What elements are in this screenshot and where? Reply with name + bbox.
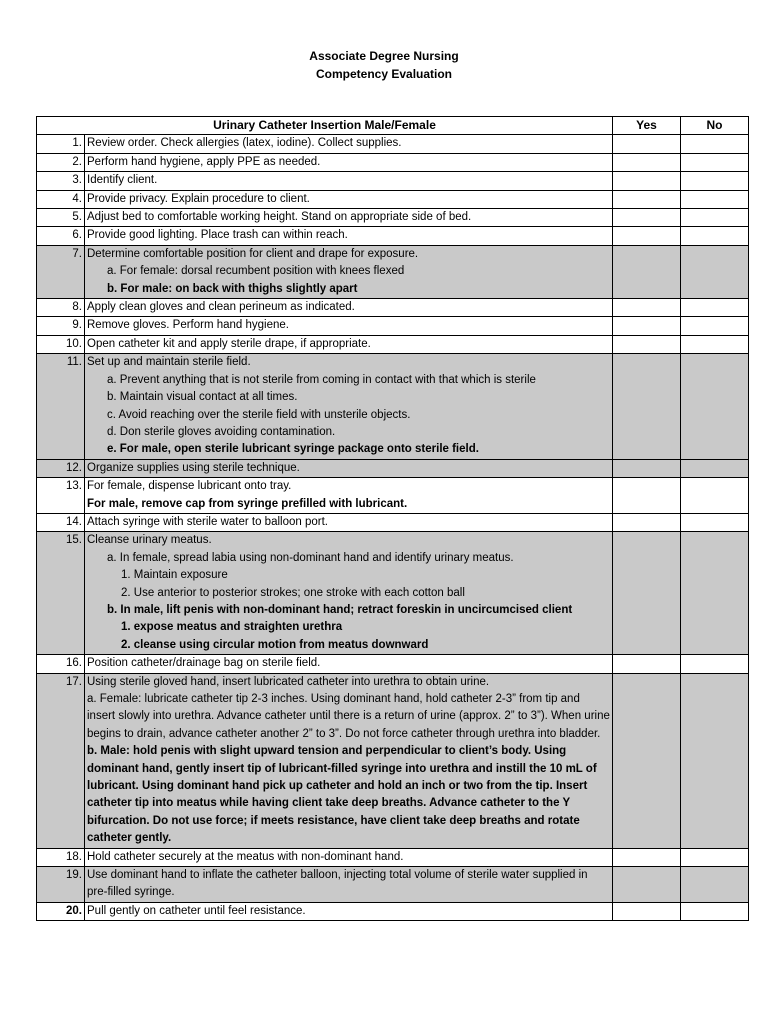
competency-table [36, 116, 749, 921]
table-row [37, 655, 749, 673]
table-row [37, 902, 749, 920]
step-number: 13. [37, 478, 85, 514]
no-checkbox-cell[interactable] [681, 655, 749, 673]
no-checkbox-cell[interactable] [681, 190, 749, 208]
yes-checkbox-cell[interactable] [613, 459, 681, 477]
yes-checkbox-cell[interactable] [613, 354, 681, 459]
yes-checkbox-cell[interactable] [613, 867, 681, 903]
substep-text: a. Prevent anything that is not sterile from coming in contact with that which is sterile [107, 373, 536, 386]
no-checkbox-cell[interactable] [681, 673, 749, 848]
step-number: 9. [37, 317, 85, 335]
yes-checkbox-cell[interactable] [613, 655, 681, 673]
step-text: Pull gently on catheter until feel resistance. [85, 902, 613, 920]
step-number: 20. [37, 902, 85, 920]
table-row [37, 317, 749, 335]
step-text-block [85, 673, 613, 848]
step-number: 5. [37, 209, 85, 227]
program-title: Associate Degree Nursing [309, 49, 459, 63]
substep-text: For male, remove cap from syringe prefilled with lubricant. [87, 497, 408, 510]
step-text: Adjust bed to comfortable working height. Stand on appropriate side of bed. [85, 209, 613, 227]
table-row [37, 459, 749, 477]
table-header-row [37, 117, 749, 135]
table-row [37, 335, 749, 353]
table-row [37, 227, 749, 245]
step-number: 7. [37, 245, 85, 298]
table-row [37, 190, 749, 208]
step-number: 3. [37, 172, 85, 190]
substep-text: b. Male: hold penis with slight upward tension and perpendicular to client’s body. Using dominant hand, gently insert tip of lubricant-filled syringe into urethra and instill the 10 mL of lubricant. Using dominant hand pick up catheter and hold an inch or two from the tip. Insert catheter tip into meatus while having client take deep breaths. Advance catheter to the Y bifurcation. Do not use force; if meets resistance, have client take deep breaths and rotate catheter gently. [87, 745, 597, 845]
no-checkbox-cell[interactable] [681, 172, 749, 190]
table-row [37, 673, 749, 848]
step-text-block [85, 478, 613, 514]
step-text: Attach syringe with sterile water to balloon port. [85, 513, 613, 531]
yes-checkbox-cell[interactable] [613, 848, 681, 866]
step-text: Open catheter kit and apply sterile drape, if appropriate. [85, 335, 613, 353]
step-number: 18. [37, 848, 85, 866]
step-number: 15. [37, 532, 85, 655]
yes-checkbox-cell[interactable] [613, 673, 681, 848]
evaluation-title: Competency Evaluation [315, 67, 453, 81]
step-number: 10. [37, 335, 85, 353]
yes-checkbox-cell[interactable] [613, 513, 681, 531]
no-checkbox-cell[interactable] [681, 135, 749, 153]
no-checkbox-cell[interactable] [681, 227, 749, 245]
no-column-header: No [681, 117, 749, 135]
step-text: Provide privacy. Explain procedure to client. [85, 190, 613, 208]
no-checkbox-cell[interactable] [681, 478, 749, 514]
step-text: Remove gloves. Perform hand hygiene. [85, 317, 613, 335]
table-row [37, 513, 749, 531]
step-text: For female, dispense lubricant onto tray. [87, 480, 292, 493]
no-checkbox-cell[interactable] [681, 153, 749, 171]
no-checkbox-cell[interactable] [681, 299, 749, 317]
yes-checkbox-cell[interactable] [613, 172, 681, 190]
table-row [37, 867, 749, 903]
step-number: 1. [37, 135, 85, 153]
step-number: 19. [37, 867, 85, 903]
step-number: 6. [37, 227, 85, 245]
no-checkbox-cell[interactable] [681, 902, 749, 920]
no-checkbox-cell[interactable] [681, 209, 749, 227]
step-number: 8. [37, 299, 85, 317]
table-row [37, 299, 749, 317]
step-text: Set up and maintain sterile field. [87, 356, 251, 369]
table-row [37, 245, 749, 298]
no-checkbox-cell[interactable] [681, 459, 749, 477]
task-column-header: Urinary Catheter Insertion Male/Female [37, 117, 613, 135]
substep-text: b. Maintain visual contact at all times. [107, 391, 298, 404]
no-checkbox-cell[interactable] [681, 513, 749, 531]
substep-text: b. For male: on back with thighs slightly apart [107, 282, 358, 295]
no-checkbox-cell[interactable] [681, 867, 749, 903]
step-number: 16. [37, 655, 85, 673]
substep-text: 2. Use anterior to posterior strokes; one stroke with each cotton ball [121, 586, 465, 599]
substep-text: 2. cleanse using circular motion from meatus downward [121, 638, 429, 651]
table-row [37, 135, 749, 153]
step-text: Perform hand hygiene, apply PPE as needed. [85, 153, 613, 171]
step-text-block [85, 354, 613, 459]
table-row [37, 172, 749, 190]
table-row [37, 532, 749, 655]
substep-text: a. In female, spread labia using non-dominant hand and identify urinary meatus. [107, 551, 514, 564]
step-text: Use dominant hand to inflate the catheter balloon, injecting total volume of sterile water supplied in pre-filled syringe. [85, 867, 613, 903]
step-text: Using sterile gloved hand, insert lubricated catheter into urethra to obtain urine. [87, 675, 490, 688]
step-number: 17. [37, 673, 85, 848]
yes-checkbox-cell[interactable] [613, 478, 681, 514]
step-number: 12. [37, 459, 85, 477]
table-row [37, 354, 749, 459]
no-checkbox-cell[interactable] [681, 848, 749, 866]
table-row [37, 209, 749, 227]
substep-text: 1. expose meatus and straighten urethra [121, 621, 343, 634]
yes-checkbox-cell[interactable] [613, 532, 681, 655]
no-checkbox-cell[interactable] [681, 354, 749, 459]
substep-text: e. For male, open sterile lubricant syringe package onto sterile field. [107, 443, 479, 456]
yes-checkbox-cell[interactable] [613, 335, 681, 353]
step-text: Provide good lighting. Place trash can within reach. [85, 227, 613, 245]
yes-checkbox-cell[interactable] [613, 245, 681, 298]
yes-checkbox-cell[interactable] [613, 902, 681, 920]
step-number: 4. [37, 190, 85, 208]
yes-checkbox-cell[interactable] [613, 317, 681, 335]
substep-text: a. Female: lubricate catheter tip 2-3 inches. Using dominant hand, hold catheter 2-3” from tip and insert slowly into urethra. Advance catheter until there is a return of urine (approx. 2” to 3”). When urine begins to drain, advance catheter another 2” to 3”. Do not force catheter through urethra into bladder. [87, 693, 610, 740]
document-header [0, 47, 768, 83]
step-text: Hold catheter securely at the meatus with non-dominant hand. [85, 848, 613, 866]
step-number: 2. [37, 153, 85, 171]
yes-checkbox-cell[interactable] [613, 153, 681, 171]
no-checkbox-cell[interactable] [681, 532, 749, 655]
substep-text: b. In male, lift penis with non-dominant hand; retract foreskin in uncircumcised client [107, 603, 573, 616]
yes-checkbox-cell[interactable] [613, 299, 681, 317]
step-text-block [85, 245, 613, 298]
yes-checkbox-cell[interactable] [613, 190, 681, 208]
step-text: Apply clean gloves and clean perineum as indicated. [85, 299, 613, 317]
step-text: Organize supplies using sterile technique. [85, 459, 613, 477]
no-checkbox-cell[interactable] [681, 245, 749, 298]
substep-text: a. For female: dorsal recumbent position with knees flexed [107, 265, 405, 278]
table-row [37, 478, 749, 514]
yes-column-header: Yes [613, 117, 681, 135]
step-text: Position catheter/drainage bag on sterile field. [85, 655, 613, 673]
yes-checkbox-cell[interactable] [613, 227, 681, 245]
step-text: Review order. Check allergies (latex, iodine). Collect supplies. [85, 135, 613, 153]
table-row [37, 848, 749, 866]
step-text: Determine comfortable position for client and drape for exposure. [87, 247, 419, 260]
step-text-block [85, 532, 613, 655]
step-text: Cleanse urinary meatus. [87, 534, 212, 547]
no-checkbox-cell[interactable] [681, 317, 749, 335]
substep-text: c. Avoid reaching over the sterile field with unsterile objects. [107, 408, 411, 421]
substep-text: 1. Maintain exposure [121, 569, 228, 582]
step-number: 11. [37, 354, 85, 459]
yes-checkbox-cell[interactable] [613, 135, 681, 153]
yes-checkbox-cell[interactable] [613, 209, 681, 227]
step-number: 14. [37, 513, 85, 531]
substep-text: d. Don sterile gloves avoiding contamination. [107, 425, 336, 438]
table-row [37, 153, 749, 171]
step-text: Identify client. [85, 172, 613, 190]
no-checkbox-cell[interactable] [681, 335, 749, 353]
